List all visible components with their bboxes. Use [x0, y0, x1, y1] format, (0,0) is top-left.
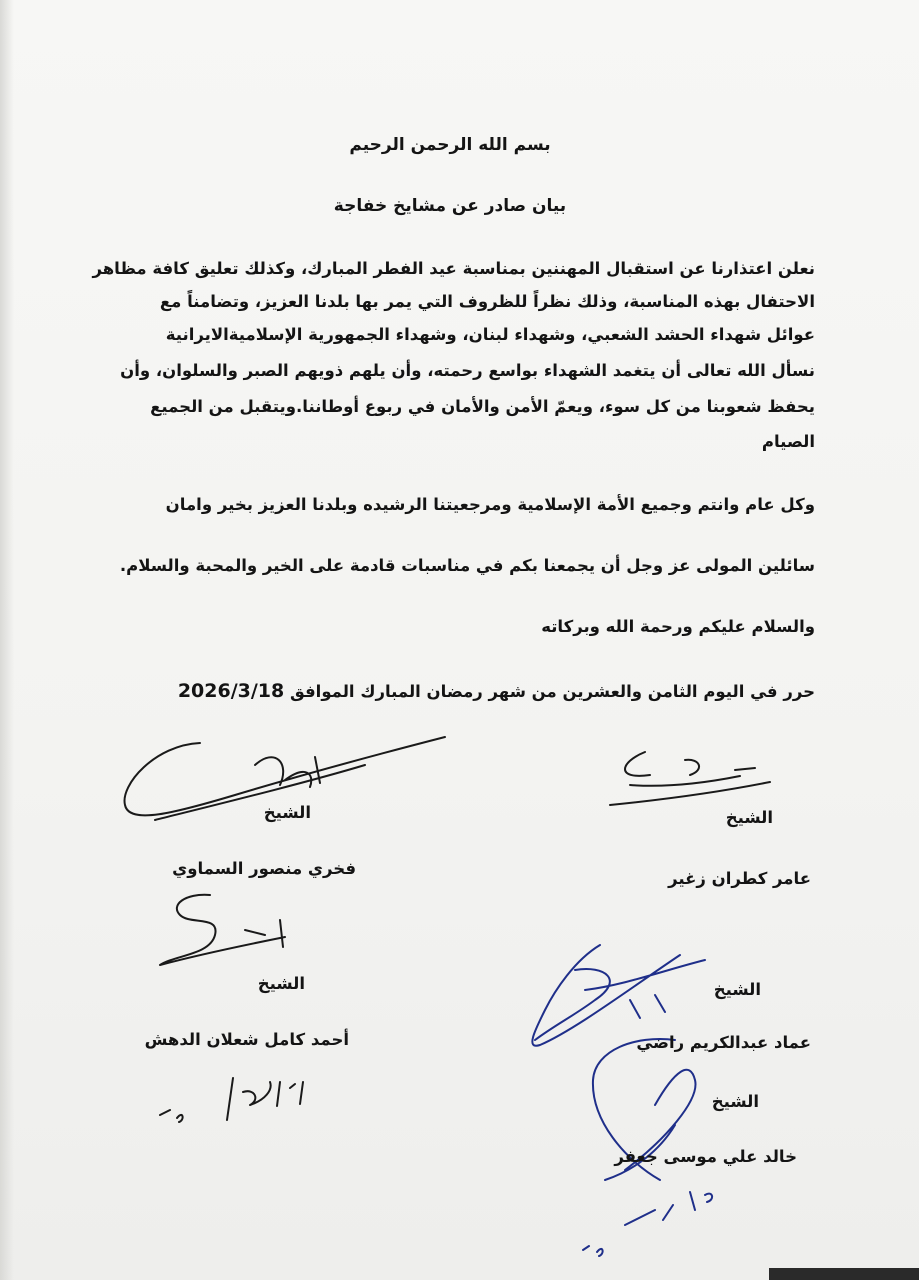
paragraph-line: نعلن اعتذارنا عن استقبال المهننين بمناسبة عيد الفطر المبارك، وكذلك تعليق كافة مظاهر: [92, 259, 815, 278]
signatory-title: الشيخ: [257, 974, 305, 993]
signatory-name: أحمد كامل شعلان الدهش: [144, 1030, 349, 1049]
signatory-title: الشيخ: [725, 808, 773, 827]
document-title: بيان صادر عن مشايخ خفاجة: [333, 196, 567, 216]
scan-corner-artifact: [769, 1268, 919, 1280]
handwritten-date-1: [155, 1070, 315, 1140]
signatory-name: فخري منصور السماوي: [172, 859, 356, 878]
signatory-title: الشيخ: [713, 980, 761, 999]
signatory-title: الشيخ: [263, 803, 311, 822]
signature-scribble-left-1: [115, 725, 455, 845]
signature-scribble-left-2: [145, 885, 315, 975]
closing-salutation: والسلام عليكم ورحمة الله وبركاته: [541, 617, 815, 636]
greeting-paragraph: وكل عام وانتم وجميع الأمة الإسلامية ومرجعيتنا الرشيده وبلدنا العزيز بخير وامان: [165, 495, 815, 514]
signatory-name: عامر كطران زغير: [668, 869, 811, 888]
date-value: 2026/3/18: [177, 680, 285, 702]
basmala: بسم الله الرحمن الرحيم: [349, 135, 551, 155]
page-edge-shadow: [0, 0, 14, 1280]
handwritten-date-2: [575, 1180, 755, 1260]
signatory-name: عماد عبدالكريم راضي: [636, 1033, 811, 1052]
paragraph-line: عوائل شهداء الحشد الشعبي، وشهداء لبنان، وشهداء الجمهورية الإسلاميةالايرانية: [165, 325, 815, 344]
prayer-paragraph: سائلين المولى عز وجل أن يجمعنا بكم في مناسبات قادمة على الخير والمحبة والسلام.: [119, 556, 815, 575]
paragraph-line: الاحتفال بهذه المناسبة، وذلك نظراً للظروف التي يمر بها بلدنا العزيز، وتضامناً مع: [159, 292, 815, 311]
paragraph-line: نسأل الله تعالى أن يتغمد الشهداء بواسع رحمته، وأن يلهم ذويهم الصبر والسلوان، وأن: [120, 361, 815, 380]
signatory-name: خالد علي موسى جعفر: [614, 1147, 797, 1166]
paragraph-line: يحفظ شعوبنا من كل سوء، ويعمّ الأمن والأمان في ربوع أوطاننا.ويتقبل من الجميع: [150, 397, 815, 416]
signatory-title: الشيخ: [711, 1092, 759, 1111]
dated-text: حرر في اليوم الثامن والعشرين من شهر رمضان المبارك الموافق: [290, 682, 815, 701]
paragraph-line: الصيام: [761, 432, 815, 451]
signature-scribble-right-1: [590, 730, 830, 840]
dated-line: [178, 680, 815, 702]
